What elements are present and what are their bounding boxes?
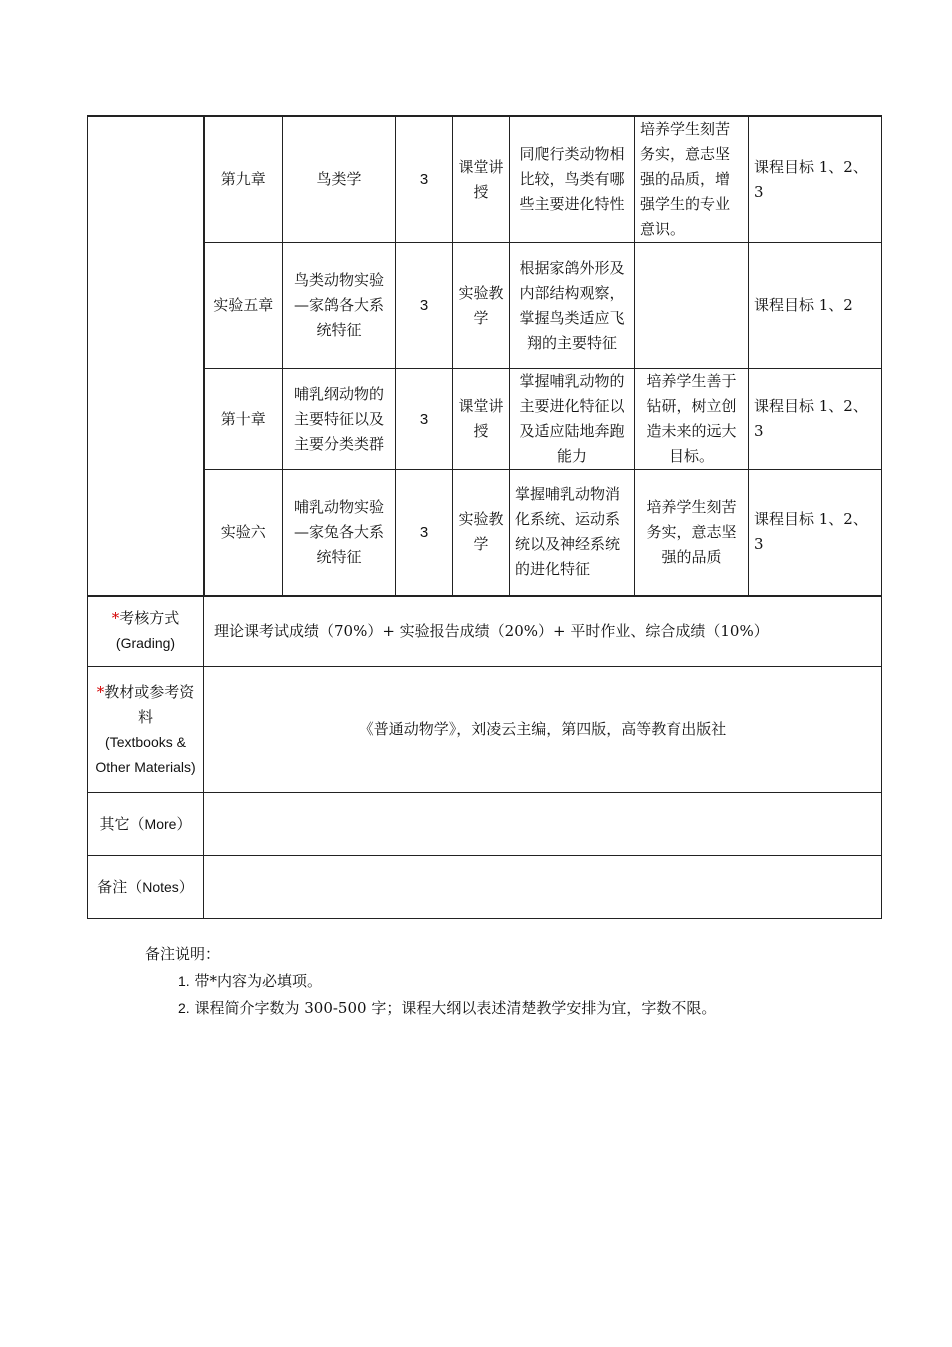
method-cell: 实验教学 <box>453 470 510 596</box>
footnote-item: 1. 带*内容为必填项。 <box>178 972 322 990</box>
ideology-cell: 培养学生刻苦务实，意志坚强的品质 <box>635 470 749 596</box>
hours-cell: 3 <box>396 243 453 369</box>
objective-cell: 课程目标 1、2、3 <box>749 369 882 470</box>
required-star: * <box>111 609 120 628</box>
notes-row <box>88 856 882 919</box>
grading-row <box>88 596 882 667</box>
objective-cell: 课程目标 1、2、3 <box>749 116 882 243</box>
ideology-cell <box>635 243 749 369</box>
notes-value <box>204 856 882 919</box>
grading-value: 理论课考试成绩（70%）+ 实验报告成绩（20%）+ 平时作业、综合成绩（10%） <box>204 596 882 667</box>
required-star: * <box>96 682 105 701</box>
more-row <box>88 793 882 856</box>
hours-cell: 3 <box>396 369 453 470</box>
ideology-cell: 培养学生刻苦务实，意志坚强的品质，增强学生的专业意识。 <box>635 116 749 243</box>
objective-cell: 课程目标 1、2、3 <box>749 470 882 596</box>
topic-cell: 哺乳纲动物的主要特征以及主要分类类群 <box>283 369 396 470</box>
objective-cell: 课程目标 1、2 <box>749 243 882 369</box>
more-value <box>204 793 882 856</box>
method-cell: 课堂讲授 <box>453 116 510 243</box>
content-cell: 根据家鸽外形及内部结构观察，掌握鸟类适应飞翔的主要特征 <box>510 243 635 369</box>
hours-cell: 3 <box>396 470 453 596</box>
table-row <box>88 116 882 243</box>
method-cell: 实验教学 <box>453 243 510 369</box>
topic-cell: 哺乳动物实验—家兔各大系统特征 <box>283 470 396 596</box>
content-cell: 同爬行类动物相比较，鸟类有哪些主要进化特性 <box>510 116 635 243</box>
footnotes <box>145 941 716 1022</box>
topic-cell: 鸟类学 <box>283 116 396 243</box>
course-schedule-table <box>87 115 882 919</box>
method-cell: 课堂讲授 <box>453 369 510 470</box>
chapter-cell: 第十章 <box>204 369 283 470</box>
ideology-cell: 培养学生善于钻研，树立创造未来的远大目标。 <box>635 369 749 470</box>
table-row <box>88 243 882 369</box>
grading-label: *考核方式 (Grading) <box>88 596 204 667</box>
hours-cell: 3 <box>396 116 453 243</box>
footnote-item: 2. 课程简介字数为 300-500 字；课程大纲以表述清楚教学安排为宜，字数不限。 <box>178 999 717 1017</box>
chapter-cell: 第九章 <box>204 116 283 243</box>
chapter-cell: 实验六 <box>204 470 283 596</box>
notes-label: 备注（Notes） <box>88 856 204 919</box>
content-cell: 掌握哺乳动物消化系统、运动系统以及神经系统的进化特征 <box>510 470 635 596</box>
table-row <box>88 470 882 596</box>
textbooks-label: *教材或参考资料 (Textbooks & Other Materials) <box>88 667 204 793</box>
footnotes-title: 备注说明： <box>145 945 221 963</box>
textbooks-row <box>88 667 882 793</box>
table-row <box>88 369 882 470</box>
more-label: 其它（More） <box>88 793 204 856</box>
chapter-cell: 实验五章 <box>204 243 283 369</box>
schedule-section-label-cell <box>88 116 204 596</box>
content-cell: 掌握哺乳动物的主要进化特征以及适应陆地奔跑能力 <box>510 369 635 470</box>
topic-cell: 鸟类动物实验—家鸽各大系统特征 <box>283 243 396 369</box>
textbooks-value: 《普通动物学》，刘凌云主编，第四版，高等教育出版社 <box>204 667 882 793</box>
